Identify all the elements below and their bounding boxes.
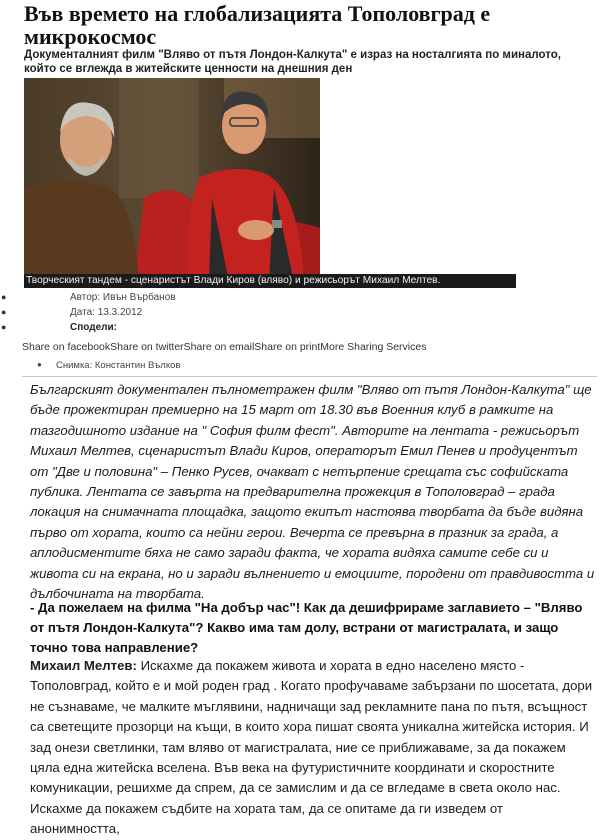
share-links[interactable]: Share on facebookShare on twitterShare on emailShare on printMore Sharing Services: [22, 341, 427, 353]
divider: [22, 376, 597, 377]
article-intro: Българският документален пълнометражен филм "Вляво от пътя Лондон-Калкута" ще бъде прожектиран премиерно на 15 март от 18.30 във Военния клуб в рамките на тазгодишното издание на " София филм фест". Авторите на лентата - режисьорът Михаил Мелтев, сценаристът Влади Киров, операторът Емил Пенев и продуцентът от "Две и половина" – Пенко Русев, очакват с нетърпение срещата със софийската публика. Лентата се завърта на предварителна прожекция в Тополовград – града локация на снимачната площадка, защото екипът настоява творбата да бъде видяна първо от хората, които са нейни герои. Вечерта се превърна в празник за града, а аплодисментите бяха не само заради факта, че хората видяха самите себе си и живота си на екрана, но и заради вълнението и емоциите, породени от правдивостта и дълбочината на творбата.: [30, 382, 595, 602]
article-subtitle: Документалният филм "Вляво от пътя Лондон-Калкута" е израз на носталгията по миналото, който се вглежда в житейските ценности на днешния ден: [24, 49, 561, 75]
share-row: [0, 320, 600, 335]
interview-question: - Да пожелаем на филма "На добър час"! Как да дешифрираме заглавието – "Вляво от пътя Лондон-Калкута"? Какво има там долу, встрани от магистралата, и защо точно това направление?: [30, 600, 583, 655]
interview-answer: [30, 656, 596, 840]
article-photo: [24, 78, 320, 282]
date-label: Дата: 13.3.2012: [70, 307, 143, 318]
article-title: Във времето на глобализацията Тополовград е микрокосмос: [24, 1, 491, 49]
bullet-icon: ●: [1, 292, 7, 302]
share-label: Сподели:: [70, 322, 117, 333]
article-photo-image: [24, 78, 320, 282]
answer-text: Искахме да покажем живота и хората в едно населено място - Тополовград, който е и мой роден град . Когато профучаваме забързани по шосетата, дори не съзнаваме, че малките мъглявини, надничащи зад рекламните пана по пътя, всъщност са светещите прозорци на къщи, в които хора пишат своята уникална житейска история. И зад онези светлинки, там вляво от магистралата, ние се приближаваме, за да покажем цяла една житейска вселена. Във века на футуристичните координати и скоростните комуникации, решихме да спрем, да се замислим и да се вгледаме в света около нас. Искахме да покажем съдбите на хората там, да се опитаме да ги изведем от анонимността,: [30, 658, 593, 837]
photo-credit: Снимка: Константин Вълков: [56, 360, 181, 371]
answer-speaker: Михаил Мелтев:: [30, 658, 137, 673]
bullet-icon: ●: [1, 307, 7, 317]
date-row: [0, 305, 600, 320]
article-meta: [0, 290, 600, 335]
author-label: Автор: Ивън Върбанов: [70, 292, 176, 303]
photo-credit-row: [0, 360, 600, 374]
photo-caption: Творческият тандем - сценаристът Влади Киров (вляво) и режисьорът Михаил Мелтев.: [24, 274, 516, 288]
bullet-icon: ●: [1, 322, 7, 332]
author-row: [0, 290, 600, 305]
bullet-icon: ●: [37, 360, 42, 369]
